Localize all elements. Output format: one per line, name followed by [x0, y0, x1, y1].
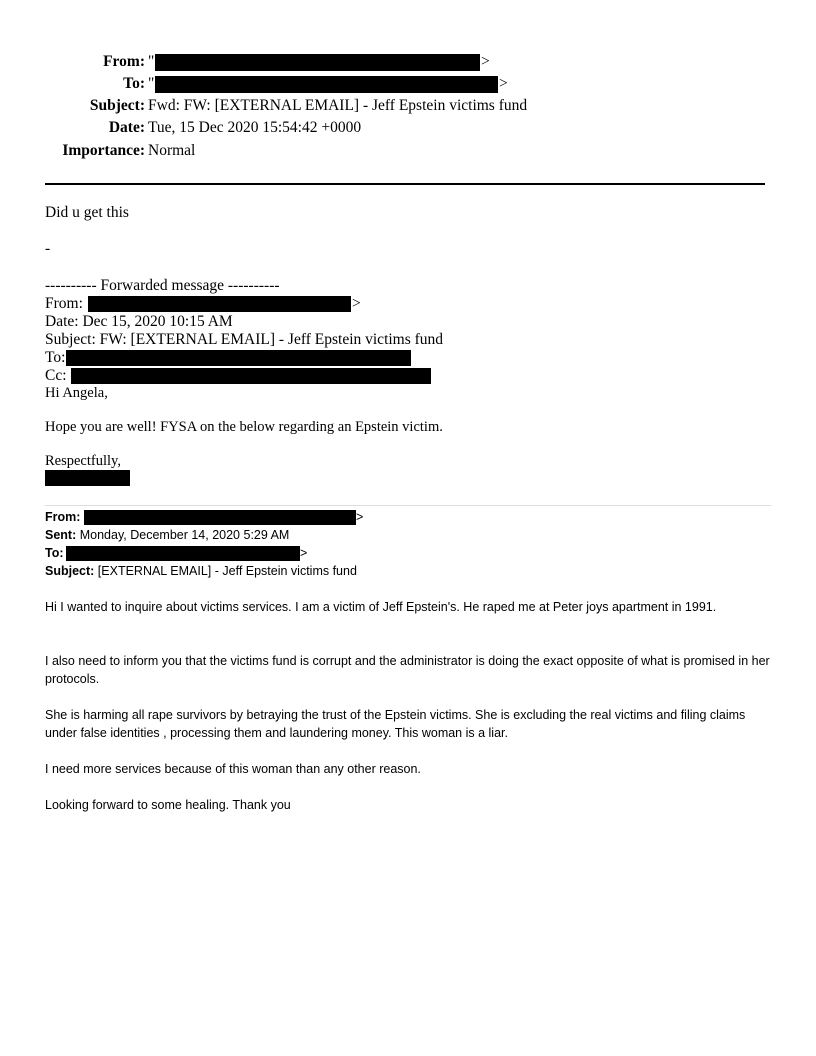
redacted-to-address [155, 76, 498, 93]
forwarded-salutation: Hi Angela, [45, 385, 108, 401]
original-sent-value: Monday, December 14, 2020 5:29 AM [79, 528, 290, 542]
redacted-original-from [84, 510, 356, 525]
forwarded-cc-row [45, 367, 67, 385]
from-label: From: [103, 53, 145, 70]
header-to-row [0, 73, 816, 95]
forwarded-to-row [45, 349, 65, 367]
forwarded-cc-label: Cc: [45, 367, 67, 384]
subject-value: Fwd: FW: [EXTERNAL EMAIL] - Jeff Epstein victims fund [148, 97, 528, 114]
original-paragraph: Looking forward to some healing. Thank you [45, 798, 291, 812]
redacted-original-to [66, 546, 300, 561]
message-separator [45, 505, 771, 506]
body-dash: - [45, 240, 51, 257]
header-subject-row [0, 95, 816, 117]
original-from-angle: > [356, 510, 364, 524]
original-paragraph: I need more services because of this woman than any other reason. [45, 762, 421, 776]
original-to-row [45, 544, 308, 562]
from-angle: > [481, 53, 490, 70]
forwarded-date: Date: Dec 15, 2020 10:15 AM [45, 313, 233, 330]
header-importance-row [0, 140, 816, 162]
forwarded-subject: Subject: FW: [EXTERNAL EMAIL] - Jeff Epstein victims fund [45, 331, 444, 348]
forwarded-signoff: Respectfully, [45, 453, 121, 469]
original-subject-value: [EXTERNAL EMAIL] - Jeff Epstein victims fund [97, 564, 357, 578]
to-angle: > [499, 75, 508, 92]
redacted-signature [45, 470, 130, 486]
original-sent-label: Sent: [45, 528, 77, 542]
original-subject-label: Subject: [45, 564, 95, 578]
redacted-from-address [155, 54, 480, 71]
from-quote: " [148, 53, 155, 70]
original-from-row [45, 508, 364, 526]
redacted-forwarded-to [66, 350, 411, 366]
importance-value: Normal [148, 142, 196, 159]
forwarded-from-label: From: [45, 295, 83, 312]
original-to-angle: > [300, 546, 308, 560]
forwarded-to-label: To: [45, 349, 66, 366]
redacted-forwarded-from [88, 296, 351, 312]
forwarded-message: Hope you are well! FYSA on the below regarding an Epstein victim. [45, 419, 443, 435]
original-paragraph: I also need to inform you that the victims fund is corrupt and the administrator is doing the exact opposite of what is promised in her protocols. [45, 654, 770, 686]
header-date-row [0, 117, 816, 139]
to-quote: " [148, 75, 155, 92]
forwarded-from-row [45, 295, 361, 313]
original-subject-row [45, 562, 357, 580]
original-sent-row [45, 526, 289, 544]
redacted-forwarded-cc [71, 368, 431, 384]
forwarded-from-angle: > [352, 295, 361, 312]
date-label: Date: [108, 119, 145, 136]
original-to-label: To: [45, 546, 64, 560]
importance-label: Importance: [62, 142, 145, 159]
original-paragraph: She is harming all rape survivors by betraying the trust of the Epstein victims. She is excluding the real victims and filing claims under false identities , processing them and laundering money. This woman is a liar. [45, 708, 746, 740]
to-label: To: [123, 75, 145, 92]
header-divider [45, 183, 765, 185]
original-from-label: From: [45, 510, 81, 524]
header-from-row [0, 51, 816, 73]
date-value: Tue, 15 Dec 2020 15:54:42 +0000 [148, 119, 362, 136]
subject-label: Subject: [89, 97, 145, 114]
original-paragraph: Hi I wanted to inquire about victims services. I am a victim of Jeff Epstein's. He raped me at Peter joys apartment in 1991. [45, 600, 717, 614]
forwarded-banner: ---------- Forwarded message ---------- [45, 277, 280, 294]
body-greeting: Did u get this [45, 204, 129, 221]
